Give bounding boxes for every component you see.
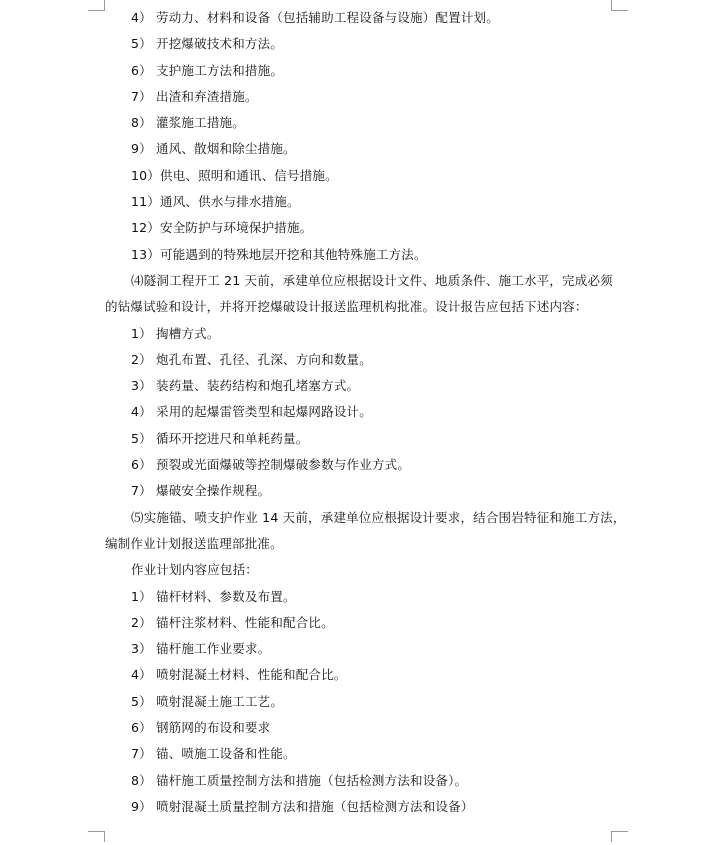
crop-mark-bottom-left bbox=[88, 831, 105, 842]
list-item: 8） 锚杆施工质量控制方法和措施（包括检测方法和设备）。 bbox=[131, 772, 468, 788]
list-item: 1） 掏槽方式。 bbox=[131, 325, 220, 341]
paragraph-5-line-1: ⑸实施锚、喷支护作业 14 天前，承建单位应根据设计要求，结合围岩特征和施工方法， bbox=[131, 509, 626, 525]
list-item: 1） 锚杆材料、参数及布置。 bbox=[131, 588, 296, 604]
list-item: 5） 开挖爆破技术和方法。 bbox=[131, 36, 284, 52]
list-item: 10）供电、照明和通讯、信号措施。 bbox=[131, 167, 338, 183]
list-item: 5） 循环开挖进尺和单耗药量。 bbox=[131, 430, 309, 446]
list-item: 3） 锚杆施工作业要求。 bbox=[131, 641, 271, 657]
paragraph-4-line-2: 的钻爆试验和设计，并将开挖爆破设计报送监理机构批准。设计报告应包括下述内容： bbox=[105, 299, 588, 315]
crop-mark-bottom-right bbox=[611, 831, 628, 842]
paragraph-4-line-1: ⑷隧洞工程开工 21 天前，承建单位应根据设计文件、地质条件、施工水平，完成必须 bbox=[131, 272, 613, 288]
list-item: 8） 灌浆施工措施。 bbox=[131, 115, 245, 131]
list-item: 6） 支护施工方法和措施。 bbox=[131, 62, 284, 78]
paragraph-5-line-2: 编制作业计划报送监理部批准。 bbox=[105, 535, 283, 551]
list-item: 9） 通风、散烟和除尘措施。 bbox=[131, 141, 296, 157]
section-intro: 作业计划内容应包括： bbox=[131, 562, 259, 578]
list-item: 4） 劳动力、材料和设备（包括辅助工程设备与设施）配置计划。 bbox=[131, 10, 499, 25]
list-item: 6） 预裂或光面爆破等控制爆破参数与作业方式。 bbox=[131, 457, 411, 473]
document-body bbox=[105, 5, 626, 820]
list-item: 5） 喷射混凝土施工工艺。 bbox=[131, 693, 284, 709]
list-item: 12）安全防护与环境保护措施。 bbox=[131, 220, 313, 236]
list-item: 7） 锚、喷施工设备和性能。 bbox=[131, 746, 296, 762]
list-item: 11）通风、供水与排水措施。 bbox=[131, 194, 300, 210]
list-item: 7） 出渣和弃渣措施。 bbox=[131, 88, 258, 104]
list-item: 7） 爆破安全操作规程。 bbox=[131, 483, 271, 499]
list-item: 6） 钢筋网的布设和要求 bbox=[131, 720, 271, 736]
list-item: 2） 炮孔布置、孔径、孔深、方向和数量。 bbox=[131, 351, 372, 367]
list-item: 9） 喷射混凝土质量控制方法和措施（包括检测方法和设备） bbox=[131, 798, 474, 814]
list-item: 4） 喷射混凝土材料、性能和配合比。 bbox=[131, 667, 347, 683]
list-item: 4） 采用的起爆雷管类型和起爆网路设计。 bbox=[131, 404, 372, 420]
list-item: 2） 锚杆注浆材料、性能和配合比。 bbox=[131, 614, 334, 630]
list-item: 13）可能遇到的特殊地层开挖和其他特殊施工方法。 bbox=[131, 246, 427, 262]
list-item: 3） 装药量、装药结构和炮孔堵塞方式。 bbox=[131, 378, 360, 394]
crop-mark-top-left bbox=[88, 0, 105, 11]
